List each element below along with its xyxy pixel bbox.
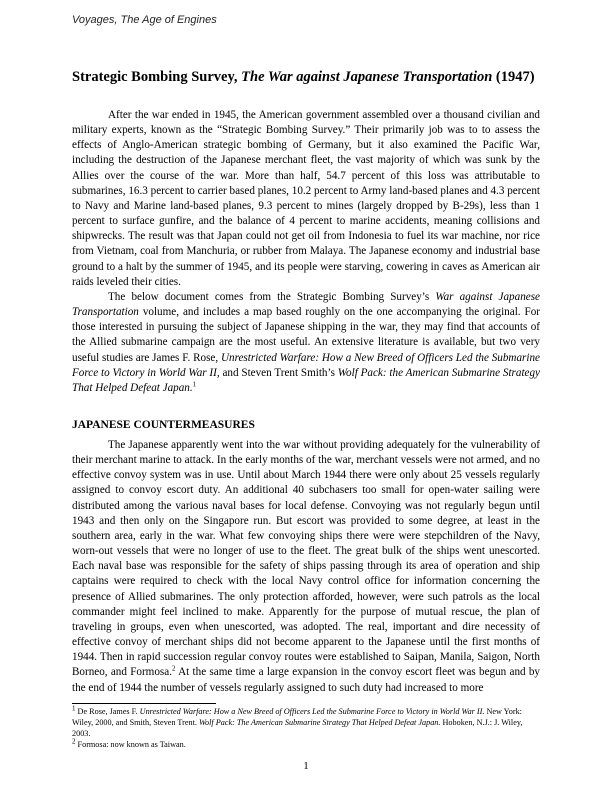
countermeasures-section xyxy=(72,438,540,696)
footnote-divider xyxy=(72,703,216,704)
intro-section xyxy=(72,108,540,396)
title-italic: The War against Japanese Transportation xyxy=(241,69,493,85)
footnote-ref-1: 1 xyxy=(192,380,197,389)
page-number: 1 xyxy=(303,760,309,772)
intro-paragraph-2: The below document comes from the Strategic Bombing Survey’s War against Japanese Transportation volume, and includes a map based roughly on the one accompanying the original. For those interested in pursuing the subject of Japanese shipping in the war, they may find that accounts of the Allied submarine campaign are the most useful. An extensive literature is available, but two very useful studies are James F. Rose, Unrestricted Warfare: How a New Breed of Officers Led the Submarine Force to Victory in World War II, and Steven Trent Smith’s Wolf Pack: the American Submarine Strategy That Helped Defeat Japan.$^1$ xyxy=(72,290,541,394)
section-heading: JAPANESE COUNTERMEASURES xyxy=(72,419,255,431)
footnote-2: $^2$ Formosa: now known as Taiwan. xyxy=(72,737,186,749)
footnotes xyxy=(72,706,540,750)
title-prefix: Strategic Bombing Survey, xyxy=(72,69,242,85)
running-header: Voyages, The Age of Engines xyxy=(72,14,217,26)
footnote-1: $^1$ De Rose, James F. Unrestricted Warfare: How a New Breed of Officers Led the Submarine Force to Victory in World War II. New York: Wiley, 2000, and Smith, Steven Trent. Wolf Pack: The American Submarine Strategy That Helped Defeat Japan. Hoboken, N.J.: J. Wiley, 2003. xyxy=(72,704,523,738)
footnote-ref-2: 2 xyxy=(171,664,176,673)
countermeasures-paragraph: The Japanese apparently went into the war without providing adequately for the vulnerability of their merchant marine to attack. In the early months of the war, merchant vessels were not armed, and no effective convoy system was in use. Until about March 1944 there were only about 25 vessels regularly assigned to convoy escort duty. An additional 40 subchasers too small for open-water sailing were distributed among the various naval bases for local defense. Convoying was not regularly begun until 1943 and then only on the Singapore run. But escort was provided to some degree, at least in the southern area, early in the war. What few convoying ships there were were stepchildren of the Navy, worn-out vessels that were no longer of use to the fleet. The great bulk of the ships went unescorted. Each naval base was responsible for the safety of ships passing through its area of operation and ship captains were required to check with the local Navy control office for information concerning the presence of Allied submarines. The only protection afforded, however, were such patrols as the local commander might feel inclined to make. Apparently for the purpose of mutual rescue, the plan of traveling in groups, even when unescorted, was adopted. The real, important and dire necessity of effective convoy of merchant ships did not become apparent to the Japanese until the first months of 1944. Then in rapid succession regular convoy routes were established to Saipan, Manila, Saigon, North Borneo, and Formosa.$^2$ At the same time a large expansion in the convoy escort fleet was begun and by the end of 1944 the number of vessels regularly assigned to such duty had increased to more xyxy=(72,439,541,694)
page-title xyxy=(72,69,542,86)
title-suffix: (1947) xyxy=(492,69,535,85)
intro-paragraph-1: After the war ended in 1945, the American government assembled over a thousand civilian and military experts, known as the “Strategic Bombing Survey.” Their primarily job was to to assess the effects of Anglo-American strategic bombing of Germany, but it also examined the Pacific War, including the destruction of the Japanese merchant fleet, the vast majority of which was sunk by the Allies over the course of the war. More than half, 54.7 percent of this loss was attributable to submarines, 16.3 percent to carrier based planes, 10.2 percent to Army land-based planes and 4.3 percent to Navy and Marine land-based planes, 9.3 percent to mines (largely dropped by B-29s), less than 1 percent to surface gunfire, and the balance of 4 percent to marine accidents, meaning collisions and shipwrecks. The result was that Japan could not get oil from Indonesia to fuel its war machine, nor rice from Vietnam, coal from Manchuria, or rubber from Malaya. The Japanese economy and industrial base ground to a halt by the summer of 1945, and its people were starving, cowering in caves as American air raids leveled their cities. xyxy=(72,109,540,288)
